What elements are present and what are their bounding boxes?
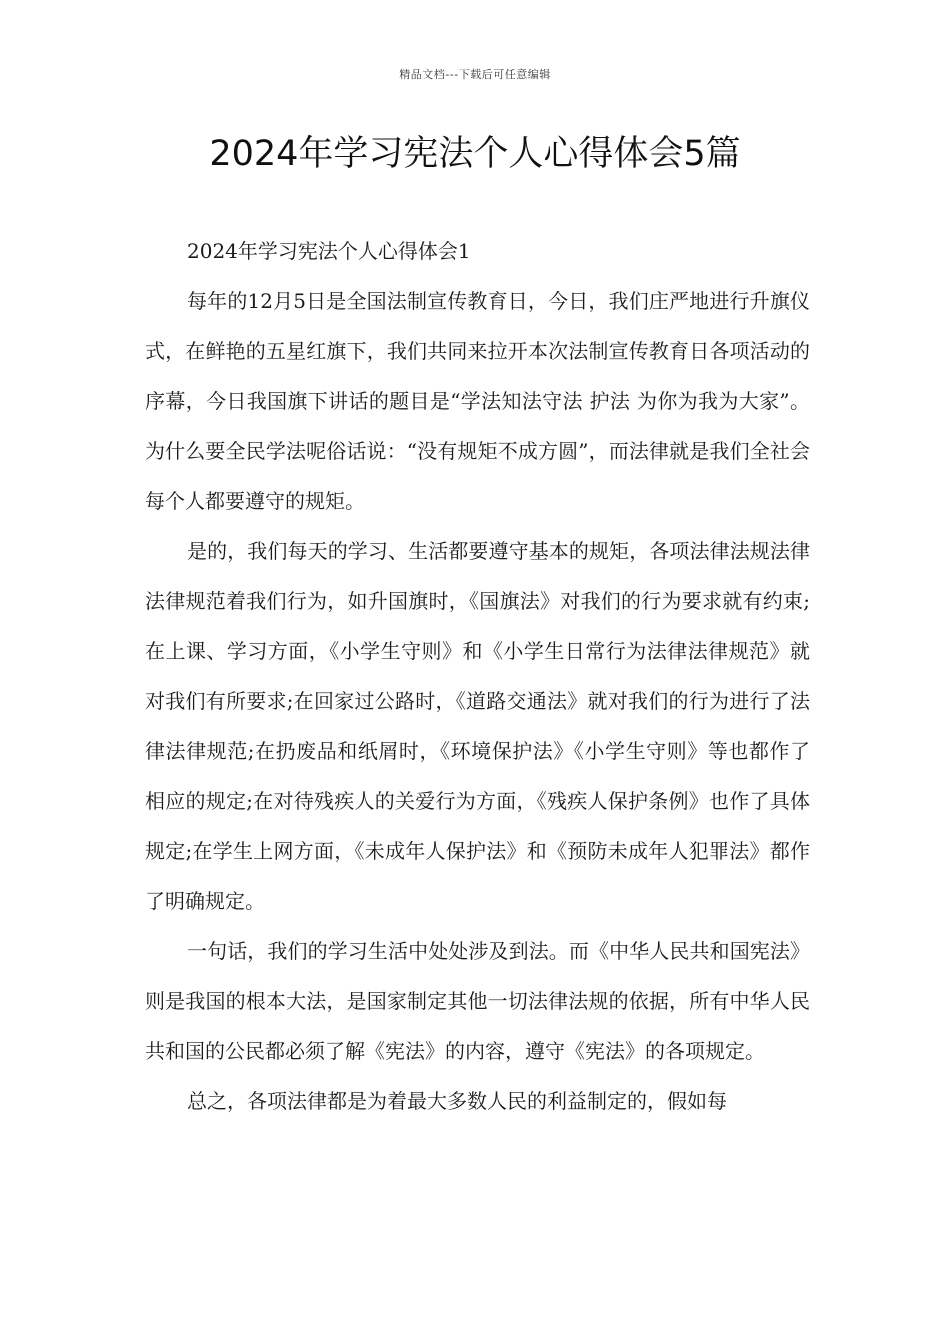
section-subtitle: 2024年学习宪法个人心得体会1 <box>187 239 471 263</box>
paragraph: 总之，各项法律都是为着最大多数人民的利益制定的，假如每 <box>187 1089 727 1113</box>
paragraph: 一句话，我们的学习生活中处处涉及到法。而《中华人民共和国宪法》则是我国的根本大法，是国家制定其他一切法律法规的依据，所有中华人民共和国的公民都必须了解《宪法》的内容，遵守《宪法》的各项规定。 <box>145 939 810 1063</box>
paragraph: 每年的12月5日是全国法制宣传教育日，今日，我们庄严地进行升旗仪式，在鲜艳的五星红旗下，我们共同来拉开本次法制宣传教育日各项活动的序幕，今日我国旗下讲话的题目是“学法知法守法 护法 为你为我为大家”。为什么要全民学法呢俗话说：“没有规矩不成方圆”，而法律就是我们全社会每个人都要遵守的规矩。 <box>145 289 810 513</box>
document-title: 2024年学习宪法个人心得体会5篇 <box>209 134 741 174</box>
paragraph: 是的，我们每天的学习、生活都要遵守基本的规矩，各项法律法规法律法律规范着我们行为，如升国旗时，《国旗法》对我们的行为要求就有约束;在上课、学习方面，《小学生守则》和《小学生日常行为法律法律规范》就对我们有所要求;在回家过公路时，《道路交通法》就对我们的行为进行了法律法律规范;在扔废品和纸屑时，《环境保护法》《小学生守则》等也都作了相应的规定;在对待残疾人的关爱行为方面，《残疾人保护条例》也作了具体规定;在学生上网方面，《未成年人保护法》和《预防未成年人犯罪法》都作了明确规定。 <box>145 539 810 913</box>
header-note: 精品文档---下载后可任意编辑 <box>399 68 551 81</box>
document-body <box>145 226 810 1126</box>
